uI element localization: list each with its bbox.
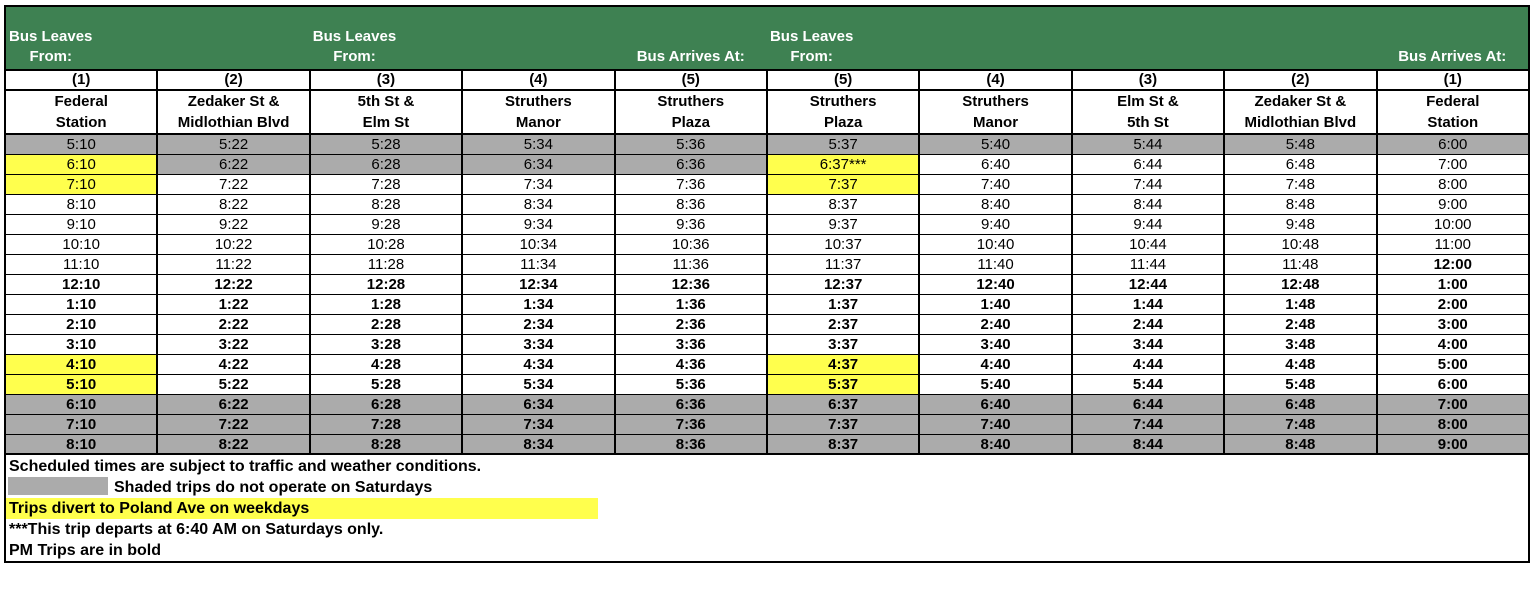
time-cell: 9:10 — [5, 215, 157, 235]
time-cell: 3:10 — [5, 335, 157, 355]
time-cell: 9:34 — [462, 215, 614, 235]
time-row — [5, 335, 1529, 355]
time-cell: 1:28 — [310, 295, 462, 315]
green-header-cell — [1224, 6, 1376, 70]
time-cell: 1:37 — [767, 295, 919, 315]
time-cell: 5:37 — [767, 134, 919, 155]
note-pm-bold-text: PM Trips are in bold — [9, 542, 162, 559]
time-cell: 6:28 — [310, 155, 462, 175]
time-row — [5, 235, 1529, 255]
station-header: Struthers Plaza — [615, 90, 767, 134]
time-cell: 5:28 — [310, 134, 462, 155]
time-cell: 5:22 — [157, 134, 309, 155]
time-cell: 7:44 — [1072, 415, 1224, 435]
time-cell: 1:00 — [1377, 275, 1529, 295]
time-cell: 10:37 — [767, 235, 919, 255]
time-cell: 4:44 — [1072, 355, 1224, 375]
time-cell: 4:10 — [5, 355, 157, 375]
time-cell: 10:00 — [1377, 215, 1529, 235]
time-row — [5, 395, 1529, 415]
time-cell: 6:10 — [5, 155, 157, 175]
column-number: (2) — [1224, 70, 1376, 90]
column-number-row — [5, 70, 1529, 90]
note-pm-bold — [6, 540, 1528, 561]
time-cell: 5:10 — [5, 134, 157, 155]
time-cell: 7:34 — [462, 415, 614, 435]
time-row — [5, 355, 1529, 375]
time-cell: 7:28 — [310, 415, 462, 435]
time-cell: 2:48 — [1224, 315, 1376, 335]
time-cell: 9:48 — [1224, 215, 1376, 235]
time-cell: 3:22 — [157, 335, 309, 355]
time-cell: 1:40 — [919, 295, 1071, 315]
station-header: Struthers Manor — [919, 90, 1071, 134]
direction-header-row — [5, 6, 1529, 70]
green-header-cell — [157, 6, 309, 70]
time-cell: 3:34 — [462, 335, 614, 355]
time-cell: 6:22 — [157, 155, 309, 175]
column-number: (1) — [5, 70, 157, 90]
time-row — [5, 315, 1529, 335]
time-cell: 7:37 — [767, 175, 919, 195]
green-header-cell — [310, 6, 462, 70]
time-cell: 3:40 — [919, 335, 1071, 355]
time-cell: 5:44 — [1072, 134, 1224, 155]
time-row — [5, 175, 1529, 195]
time-row — [5, 415, 1529, 435]
time-cell: 2:36 — [615, 315, 767, 335]
time-cell: 8:22 — [157, 435, 309, 455]
time-cell: 2:22 — [157, 315, 309, 335]
time-cell: 11:36 — [615, 255, 767, 275]
time-cell: 8:48 — [1224, 195, 1376, 215]
time-cell: 11:00 — [1377, 235, 1529, 255]
time-cell: 2:40 — [919, 315, 1071, 335]
time-cell: 5:40 — [919, 134, 1071, 155]
time-cell: 5:34 — [462, 134, 614, 155]
time-cell: 11:10 — [5, 255, 157, 275]
time-cell: 7:10 — [5, 175, 157, 195]
time-cell: 7:37 — [767, 415, 919, 435]
time-cell: 9:00 — [1377, 435, 1529, 455]
time-cell: 6:37*** — [767, 155, 919, 175]
time-cell: 6:40 — [919, 155, 1071, 175]
time-cell: 7:48 — [1224, 175, 1376, 195]
time-cell: 7:22 — [157, 175, 309, 195]
time-cell: 6:22 — [157, 395, 309, 415]
time-cell: 5:28 — [310, 375, 462, 395]
time-cell: 6:48 — [1224, 395, 1376, 415]
time-cell: 6:34 — [462, 155, 614, 175]
note-saturday-departure — [6, 519, 1528, 540]
time-cell: 11:44 — [1072, 255, 1224, 275]
time-row — [5, 255, 1529, 275]
time-cell: 8:36 — [615, 435, 767, 455]
time-cell: 5:22 — [157, 375, 309, 395]
time-cell: 3:28 — [310, 335, 462, 355]
station-header: Federal Station — [1377, 90, 1529, 134]
time-cell: 10:44 — [1072, 235, 1224, 255]
station-header: Federal Station — [5, 90, 157, 134]
time-cell: 12:10 — [5, 275, 157, 295]
time-cell: 11:48 — [1224, 255, 1376, 275]
bus-timetable — [4, 5, 1530, 455]
time-cell: 12:44 — [1072, 275, 1224, 295]
time-cell: 1:44 — [1072, 295, 1224, 315]
time-row — [5, 134, 1529, 155]
column-number: (5) — [767, 70, 919, 90]
time-cell: 10:22 — [157, 235, 309, 255]
time-cell: 7:28 — [310, 175, 462, 195]
time-cell: 8:34 — [462, 435, 614, 455]
time-cell: 8:37 — [767, 195, 919, 215]
time-row — [5, 375, 1529, 395]
time-cell: 8:00 — [1377, 415, 1529, 435]
green-header-cell — [767, 6, 919, 70]
time-row — [5, 215, 1529, 235]
time-cell: 8:34 — [462, 195, 614, 215]
station-header: Zedaker St & Midlothian Blvd — [1224, 90, 1376, 134]
time-cell: 1:10 — [5, 295, 157, 315]
time-cell: 5:36 — [615, 375, 767, 395]
time-cell: 5:37 — [767, 375, 919, 395]
time-cell: 4:48 — [1224, 355, 1376, 375]
time-cell: 9:37 — [767, 215, 919, 235]
time-cell: 10:10 — [5, 235, 157, 255]
time-cell: 2:00 — [1377, 295, 1529, 315]
time-cell: 4:00 — [1377, 335, 1529, 355]
time-cell: 12:37 — [767, 275, 919, 295]
time-cell: 2:37 — [767, 315, 919, 335]
time-cell: 7:36 — [615, 415, 767, 435]
time-row — [5, 435, 1529, 455]
footnotes — [4, 453, 1530, 563]
time-cell: 8:40 — [919, 435, 1071, 455]
time-cell: 1:22 — [157, 295, 309, 315]
time-cell: 4:28 — [310, 355, 462, 375]
direction-label: Bus Leaves From: — [769, 28, 854, 65]
direction-label: Bus Arrives At: — [1398, 48, 1507, 65]
time-cell: 4:34 — [462, 355, 614, 375]
note-divert — [6, 498, 1528, 519]
time-cell: 4:37 — [767, 355, 919, 375]
time-cell: 11:28 — [310, 255, 462, 275]
time-cell: 6:40 — [919, 395, 1071, 415]
time-row — [5, 295, 1529, 315]
time-cell: 4:40 — [919, 355, 1071, 375]
time-cell: 8:44 — [1072, 435, 1224, 455]
column-number: (5) — [615, 70, 767, 90]
time-cell: 2:44 — [1072, 315, 1224, 335]
time-cell: 10:36 — [615, 235, 767, 255]
time-cell: 12:00 — [1377, 255, 1529, 275]
column-number: (2) — [157, 70, 309, 90]
station-header: Zedaker St & Midlothian Blvd — [157, 90, 309, 134]
time-cell: 7:22 — [157, 415, 309, 435]
time-cell: 1:48 — [1224, 295, 1376, 315]
time-cell: 9:36 — [615, 215, 767, 235]
time-cell: 6:44 — [1072, 395, 1224, 415]
time-cell: 10:28 — [310, 235, 462, 255]
note-shaded — [6, 477, 1528, 498]
time-cell: 2:10 — [5, 315, 157, 335]
green-header-cell — [462, 6, 614, 70]
time-cell: 5:48 — [1224, 134, 1376, 155]
column-number: (1) — [1377, 70, 1529, 90]
time-cell: 8:10 — [5, 435, 157, 455]
green-header-cell — [1377, 6, 1529, 70]
time-cell: 9:22 — [157, 215, 309, 235]
time-cell: 5:10 — [5, 375, 157, 395]
direction-label: Bus Arrives At: — [636, 48, 745, 65]
time-cell: 3:37 — [767, 335, 919, 355]
time-cell: 8:40 — [919, 195, 1071, 215]
time-cell: 7:00 — [1377, 395, 1529, 415]
time-cell: 2:34 — [462, 315, 614, 335]
time-cell: 6:28 — [310, 395, 462, 415]
time-cell: 11:22 — [157, 255, 309, 275]
time-cell: 3:00 — [1377, 315, 1529, 335]
station-header: Struthers Plaza — [767, 90, 919, 134]
time-cell: 10:40 — [919, 235, 1071, 255]
station-header: Elm St & 5th St — [1072, 90, 1224, 134]
time-cell: 2:28 — [310, 315, 462, 335]
time-cell: 5:44 — [1072, 375, 1224, 395]
time-row — [5, 155, 1529, 175]
time-cell: 7:48 — [1224, 415, 1376, 435]
time-cell: 10:48 — [1224, 235, 1376, 255]
green-header-cell — [615, 6, 767, 70]
column-number: (4) — [919, 70, 1071, 90]
time-cell: 12:36 — [615, 275, 767, 295]
time-cell: 6:44 — [1072, 155, 1224, 175]
time-row — [5, 275, 1529, 295]
time-cell: 6:48 — [1224, 155, 1376, 175]
note-divert-text: Trips divert to Poland Ave on weekdays — [6, 498, 598, 519]
time-cell: 6:36 — [615, 155, 767, 175]
time-cell: 11:40 — [919, 255, 1071, 275]
time-cell: 5:48 — [1224, 375, 1376, 395]
time-row — [5, 195, 1529, 215]
time-cell: 11:37 — [767, 255, 919, 275]
timetable-frame — [4, 5, 1530, 563]
time-cell: 6:00 — [1377, 134, 1529, 155]
time-cell: 9:40 — [919, 215, 1071, 235]
time-cell: 9:28 — [310, 215, 462, 235]
time-cell: 5:34 — [462, 375, 614, 395]
time-cell: 12:34 — [462, 275, 614, 295]
time-cell: 8:22 — [157, 195, 309, 215]
note-conditions-text: Scheduled times are subject to traffic and weather conditions. — [9, 458, 482, 475]
green-header-cell — [5, 6, 157, 70]
time-cell: 10:34 — [462, 235, 614, 255]
gray-shade-swatch — [8, 477, 108, 495]
time-cell: 4:22 — [157, 355, 309, 375]
time-cell: 7:34 — [462, 175, 614, 195]
column-number: (4) — [462, 70, 614, 90]
green-header-cell — [1072, 6, 1224, 70]
time-cell: 6:34 — [462, 395, 614, 415]
green-header-cell — [919, 6, 1071, 70]
time-cell: 5:36 — [615, 134, 767, 155]
time-cell: 8:00 — [1377, 175, 1529, 195]
direction-label: Bus Leaves From: — [312, 28, 397, 65]
time-cell: 6:37 — [767, 395, 919, 415]
time-cell: 1:36 — [615, 295, 767, 315]
time-cell: 7:40 — [919, 175, 1071, 195]
time-cell: 7:10 — [5, 415, 157, 435]
time-cell: 7:44 — [1072, 175, 1224, 195]
time-cell: 12:40 — [919, 275, 1071, 295]
time-cell: 12:28 — [310, 275, 462, 295]
note-shaded-text: Shaded trips do not operate on Saturdays — [114, 479, 433, 496]
time-cell: 6:10 — [5, 395, 157, 415]
time-cell: 6:36 — [615, 395, 767, 415]
time-cell: 8:37 — [767, 435, 919, 455]
note-conditions — [6, 456, 1528, 477]
time-cell: 12:48 — [1224, 275, 1376, 295]
time-cell: 6:00 — [1377, 375, 1529, 395]
time-cell: 3:48 — [1224, 335, 1376, 355]
time-cell: 8:44 — [1072, 195, 1224, 215]
station-header-row — [5, 90, 1529, 134]
station-header: 5th St & Elm St — [310, 90, 462, 134]
column-number: (3) — [310, 70, 462, 90]
direction-label: Bus Leaves From: — [9, 28, 93, 65]
time-cell: 5:00 — [1377, 355, 1529, 375]
time-cell: 8:28 — [310, 195, 462, 215]
time-cell: 9:00 — [1377, 195, 1529, 215]
time-cell: 8:48 — [1224, 435, 1376, 455]
time-cell: 1:34 — [462, 295, 614, 315]
time-cell: 9:44 — [1072, 215, 1224, 235]
column-number: (3) — [1072, 70, 1224, 90]
time-cell: 4:36 — [615, 355, 767, 375]
time-cell: 11:34 — [462, 255, 614, 275]
time-cell: 8:36 — [615, 195, 767, 215]
time-cell: 5:40 — [919, 375, 1071, 395]
station-header: Struthers Manor — [462, 90, 614, 134]
time-cell: 7:40 — [919, 415, 1071, 435]
time-cell: 7:36 — [615, 175, 767, 195]
time-cell: 12:22 — [157, 275, 309, 295]
note-saturday-departure-text: ***This trip departs at 6:40 AM on Saturdays only. — [9, 521, 384, 538]
time-cell: 8:10 — [5, 195, 157, 215]
time-cell: 8:28 — [310, 435, 462, 455]
time-cell: 3:44 — [1072, 335, 1224, 355]
time-cell: 3:36 — [615, 335, 767, 355]
time-cell: 7:00 — [1377, 155, 1529, 175]
